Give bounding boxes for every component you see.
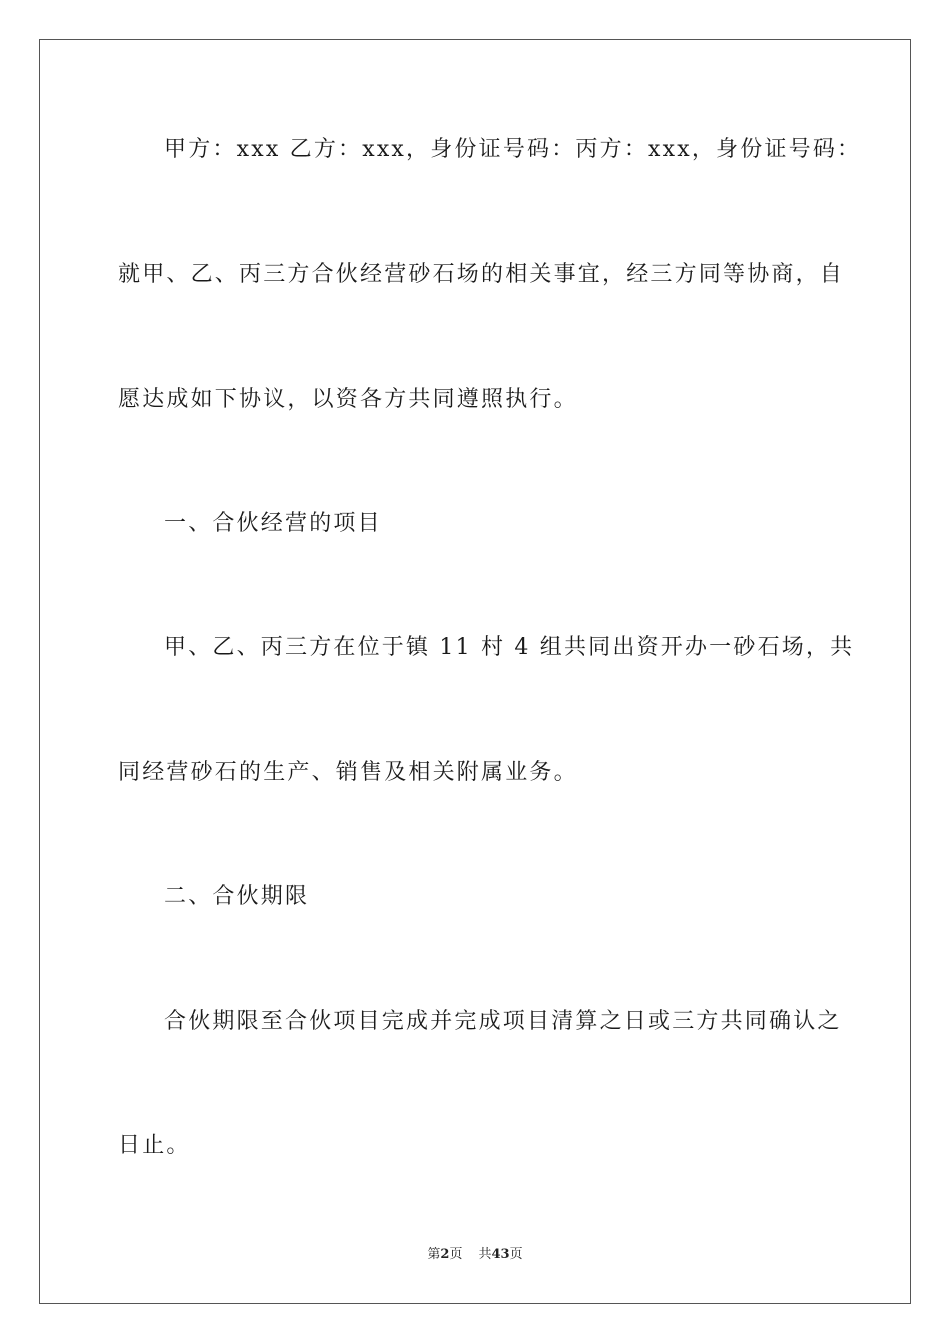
section-heading-term: 二、合伙期限 [164,884,310,909]
body-text-line: 愿达成如下协议，以资各方共同遵照执行。 [118,387,578,412]
body-text-line: 甲、乙、丙三方在位于镇 11 村 4 组共同出资开办一砂石场，共 [164,635,855,660]
body-text-line: 就甲、乙、丙三方合伙经营砂石场的相关事宜，经三方同等协商，自 [118,262,845,287]
total-pages: 43 [491,1247,510,1262]
page-prefix: 第 [427,1247,441,1262]
page-frame [39,39,911,1304]
total-suffix: 页 [509,1247,523,1262]
body-text-line: 日止。 [118,1133,191,1158]
section-heading-project: 一、合伙经营的项目 [164,511,382,536]
total-prefix: 共 [478,1247,492,1262]
page-footer [0,1246,950,1264]
page-suffix: 页 [449,1247,463,1262]
body-text-line: 合伙期限至合伙项目完成并完成项目清算之日或三方共同确认之 [164,1009,842,1034]
body-text-line: 同经营砂石的生产、销售及相关附属业务。 [118,760,578,785]
page-number: 2 [440,1247,450,1262]
party-info-line: 甲方：xxx 乙方：xxx，身份证号码：丙方：xxx，身份证号码： [164,137,862,162]
